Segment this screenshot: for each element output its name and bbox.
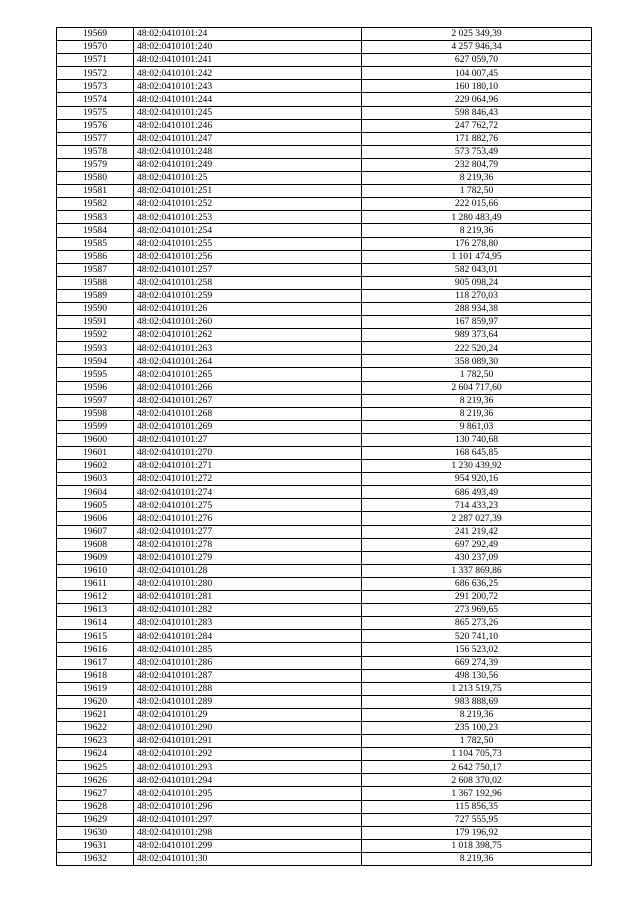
cadastral-value-cell: 865 273,26	[362, 617, 592, 630]
table-row	[57, 643, 592, 656]
cadastral-value-cell: 222 015,66	[362, 198, 592, 211]
table-row	[57, 381, 592, 394]
table-row	[57, 316, 592, 329]
cadastral-value-cell: 179 196,92	[362, 826, 592, 839]
row-number-cell: 19585	[57, 237, 134, 250]
cadastral-value-cell: 156 523,02	[362, 643, 592, 656]
row-number-cell: 19599	[57, 420, 134, 433]
cadastral-value-cell: 520 741,10	[362, 630, 592, 643]
table-row	[57, 460, 592, 473]
cadastral-number-cell: 48:02:0410101:278	[134, 538, 362, 551]
table-row	[57, 185, 592, 198]
table-row	[57, 433, 592, 446]
row-number-cell: 19577	[57, 132, 134, 145]
table-row	[57, 420, 592, 433]
cadastral-number-cell: 48:02:0410101:292	[134, 748, 362, 761]
cadastral-value-cell: 171 882,76	[362, 132, 592, 145]
cadastral-number-cell: 48:02:0410101:254	[134, 224, 362, 237]
cadastral-number-cell: 48:02:0410101:26	[134, 302, 362, 315]
cadastral-number-cell: 48:02:0410101:283	[134, 617, 362, 630]
table-row	[57, 106, 592, 119]
cadastral-number-cell: 48:02:0410101:263	[134, 342, 362, 355]
table-row	[57, 800, 592, 813]
row-number-cell: 19613	[57, 604, 134, 617]
cadastral-number-cell: 48:02:0410101:252	[134, 198, 362, 211]
table-row	[57, 263, 592, 276]
row-number-cell: 19596	[57, 381, 134, 394]
row-number-cell: 19581	[57, 185, 134, 198]
cadastral-number-cell: 48:02:0410101:294	[134, 774, 362, 787]
cadastral-number-cell: 48:02:0410101:297	[134, 813, 362, 826]
table-row	[57, 630, 592, 643]
table-row	[57, 748, 592, 761]
cadastral-value-cell: 573 753,49	[362, 145, 592, 158]
cadastral-number-cell: 48:02:0410101:249	[134, 158, 362, 171]
row-number-cell: 19587	[57, 263, 134, 276]
cadastral-number-cell: 48:02:0410101:257	[134, 263, 362, 276]
cadastral-value-cell: 8 219,36	[362, 394, 592, 407]
cadastral-number-cell: 48:02:0410101:272	[134, 473, 362, 486]
cadastral-value-cell: 115 856,35	[362, 800, 592, 813]
row-number-cell: 19590	[57, 302, 134, 315]
cadastral-value-cell: 291 200,72	[362, 591, 592, 604]
cadastral-number-cell: 48:02:0410101:290	[134, 721, 362, 734]
row-number-cell: 19570	[57, 41, 134, 54]
cadastral-value-cell: 8 219,36	[362, 407, 592, 420]
cadastral-value-cell: 9 861,03	[362, 420, 592, 433]
cadastral-value-cell: 2 608 370,02	[362, 774, 592, 787]
table-row	[57, 329, 592, 342]
row-number-cell: 19632	[57, 852, 134, 865]
row-number-cell: 19588	[57, 276, 134, 289]
table-row	[57, 499, 592, 512]
table-row	[57, 54, 592, 67]
cadastral-value-cell: 669 274,39	[362, 656, 592, 669]
row-number-cell: 19610	[57, 564, 134, 577]
row-number-cell: 19614	[57, 617, 134, 630]
table-row	[57, 787, 592, 800]
cadastral-value-cell: 983 888,69	[362, 695, 592, 708]
cadastral-value-cell: 1 101 474,95	[362, 250, 592, 263]
row-number-cell: 19622	[57, 721, 134, 734]
cadastral-number-cell: 48:02:0410101:240	[134, 41, 362, 54]
table-row	[57, 761, 592, 774]
row-number-cell: 19631	[57, 839, 134, 852]
cadastral-value-cell: 1 018 398,75	[362, 839, 592, 852]
row-number-cell: 19573	[57, 80, 134, 93]
cadastral-value-cell: 1 104 705,73	[362, 748, 592, 761]
cadastral-number-cell: 48:02:0410101:268	[134, 407, 362, 420]
cadastral-number-cell: 48:02:0410101:280	[134, 577, 362, 590]
cadastral-value-cell: 104 007,45	[362, 67, 592, 80]
table-row	[57, 682, 592, 695]
row-number-cell: 19584	[57, 224, 134, 237]
cadastral-number-cell: 48:02:0410101:258	[134, 276, 362, 289]
cadastral-value-cell: 241 219,42	[362, 525, 592, 538]
cadastral-value-cell: 235 100,23	[362, 721, 592, 734]
table-row	[57, 198, 592, 211]
row-number-cell: 19569	[57, 28, 134, 41]
cadastral-value-cell: 989 373,64	[362, 329, 592, 342]
cadastral-value-cell: 130 740,68	[362, 433, 592, 446]
cadastral-value-cell: 2 025 349,39	[362, 28, 592, 41]
cadastral-value-cell: 1 367 192,96	[362, 787, 592, 800]
cadastral-value-cell: 1 230 439,92	[362, 460, 592, 473]
cadastral-number-cell: 48:02:0410101:24	[134, 28, 362, 41]
cadastral-number-cell: 48:02:0410101:244	[134, 93, 362, 106]
table-row	[57, 486, 592, 499]
table-row	[57, 224, 592, 237]
cadastral-value-cell: 1 782,50	[362, 185, 592, 198]
cadastral-number-cell: 48:02:0410101:248	[134, 145, 362, 158]
cadastral-number-cell: 48:02:0410101:276	[134, 512, 362, 525]
cadastral-value-cell: 2 604 717,60	[362, 381, 592, 394]
cadastral-number-cell: 48:02:0410101:264	[134, 355, 362, 368]
row-number-cell: 19611	[57, 577, 134, 590]
cadastral-value-cell: 118 270,03	[362, 289, 592, 302]
table-row	[57, 512, 592, 525]
cadastral-number-cell: 48:02:0410101:279	[134, 551, 362, 564]
table-row	[57, 617, 592, 630]
cadastral-number-cell: 48:02:0410101:255	[134, 237, 362, 250]
cadastral-value-cell: 176 278,80	[362, 237, 592, 250]
row-number-cell: 19620	[57, 695, 134, 708]
row-number-cell: 19628	[57, 800, 134, 813]
cadastral-value-cell: 582 043,01	[362, 263, 592, 276]
cadastral-number-cell: 48:02:0410101:247	[134, 132, 362, 145]
row-number-cell: 19605	[57, 499, 134, 512]
cadastral-number-cell: 48:02:0410101:284	[134, 630, 362, 643]
row-number-cell: 19609	[57, 551, 134, 564]
table-row	[57, 774, 592, 787]
cadastral-value-cell: 727 555,95	[362, 813, 592, 826]
cadastral-value-cell: 954 920,16	[362, 473, 592, 486]
row-number-cell: 19580	[57, 172, 134, 185]
table-row	[57, 302, 592, 315]
table-row	[57, 342, 592, 355]
row-number-cell: 19574	[57, 93, 134, 106]
cadastral-number-cell: 48:02:0410101:265	[134, 368, 362, 381]
cadastral-value-cell: 222 520,24	[362, 342, 592, 355]
row-number-cell: 19619	[57, 682, 134, 695]
cadastral-number-cell: 48:02:0410101:285	[134, 643, 362, 656]
table-row	[57, 695, 592, 708]
cadastral-number-cell: 48:02:0410101:296	[134, 800, 362, 813]
row-number-cell: 19608	[57, 538, 134, 551]
row-number-cell: 19612	[57, 591, 134, 604]
row-number-cell: 19591	[57, 316, 134, 329]
row-number-cell: 19595	[57, 368, 134, 381]
table-row	[57, 145, 592, 158]
table-row	[57, 813, 592, 826]
cadastral-number-cell: 48:02:0410101:262	[134, 329, 362, 342]
cadastral-value-cell: 430 237,09	[362, 551, 592, 564]
row-number-cell: 19617	[57, 656, 134, 669]
cadastral-number-cell: 48:02:0410101:242	[134, 67, 362, 80]
table-row	[57, 708, 592, 721]
cadastral-value-cell: 498 130,56	[362, 669, 592, 682]
row-number-cell: 19602	[57, 460, 134, 473]
table-row	[57, 852, 592, 865]
row-number-cell: 19600	[57, 433, 134, 446]
cadastral-value-cell: 1 213 519,75	[362, 682, 592, 695]
cadastral-value-cell: 247 762,72	[362, 119, 592, 132]
cadastral-value-cell: 4 257 946,34	[362, 41, 592, 54]
cadastral-number-cell: 48:02:0410101:25	[134, 172, 362, 185]
row-number-cell: 19593	[57, 342, 134, 355]
table-row	[57, 250, 592, 263]
cadastral-number-cell: 48:02:0410101:243	[134, 80, 362, 93]
table-row	[57, 289, 592, 302]
table-row	[57, 564, 592, 577]
cadastral-number-cell: 48:02:0410101:259	[134, 289, 362, 302]
table-row	[57, 93, 592, 106]
table-row	[57, 41, 592, 54]
cadastral-value-cell: 8 219,36	[362, 708, 592, 721]
table-row	[57, 28, 592, 41]
table-row	[57, 158, 592, 171]
cadastral-value-cell: 168 645,85	[362, 447, 592, 460]
cadastral-value-cell: 627 059,70	[362, 54, 592, 67]
table-body	[57, 28, 592, 866]
table-row	[57, 119, 592, 132]
cadastral-value-cell: 167 859,97	[362, 316, 592, 329]
cadastral-number-cell: 48:02:0410101:241	[134, 54, 362, 67]
cadastral-number-cell: 48:02:0410101:270	[134, 447, 362, 460]
cadastral-number-cell: 48:02:0410101:293	[134, 761, 362, 774]
table-row	[57, 538, 592, 551]
table-row	[57, 67, 592, 80]
row-number-cell: 19572	[57, 67, 134, 80]
row-number-cell: 19623	[57, 735, 134, 748]
row-number-cell: 19618	[57, 669, 134, 682]
row-number-cell: 19575	[57, 106, 134, 119]
row-number-cell: 19627	[57, 787, 134, 800]
cadastral-number-cell: 48:02:0410101:287	[134, 669, 362, 682]
cadastral-number-cell: 48:02:0410101:30	[134, 852, 362, 865]
cadastral-number-cell: 48:02:0410101:253	[134, 211, 362, 224]
table-row	[57, 211, 592, 224]
row-number-cell: 19583	[57, 211, 134, 224]
table-row	[57, 735, 592, 748]
cadastral-value-cell: 714 433,23	[362, 499, 592, 512]
cadastral-number-cell: 48:02:0410101:245	[134, 106, 362, 119]
cadastral-value-cell: 288 934,38	[362, 302, 592, 315]
row-number-cell: 19571	[57, 54, 134, 67]
row-number-cell: 19603	[57, 473, 134, 486]
cadastral-value-cell: 905 098,24	[362, 276, 592, 289]
table-row	[57, 604, 592, 617]
cadastral-value-cell: 686 493,49	[362, 486, 592, 499]
cadastral-value-cell: 1 782,50	[362, 368, 592, 381]
row-number-cell: 19576	[57, 119, 134, 132]
row-number-cell: 19579	[57, 158, 134, 171]
cadastral-number-cell: 48:02:0410101:275	[134, 499, 362, 512]
cadastral-value-cell: 1 280 483,49	[362, 211, 592, 224]
cadastral-value-cell: 8 219,36	[362, 224, 592, 237]
row-number-cell: 19604	[57, 486, 134, 499]
table-row	[57, 407, 592, 420]
row-number-cell: 19578	[57, 145, 134, 158]
cadastral-value-cell: 160 180,10	[362, 80, 592, 93]
cadastral-value-table	[56, 27, 592, 866]
row-number-cell: 19626	[57, 774, 134, 787]
cadastral-number-cell: 48:02:0410101:271	[134, 460, 362, 473]
cadastral-value-cell: 2 642 750,17	[362, 761, 592, 774]
cadastral-value-cell: 598 846,43	[362, 106, 592, 119]
table-row	[57, 525, 592, 538]
row-number-cell: 19615	[57, 630, 134, 643]
table-row	[57, 237, 592, 250]
row-number-cell: 19597	[57, 394, 134, 407]
cadastral-number-cell: 48:02:0410101:282	[134, 604, 362, 617]
row-number-cell: 19625	[57, 761, 134, 774]
cadastral-number-cell: 48:02:0410101:269	[134, 420, 362, 433]
cadastral-number-cell: 48:02:0410101:251	[134, 185, 362, 198]
table-row	[57, 473, 592, 486]
row-number-cell: 19621	[57, 708, 134, 721]
cadastral-number-cell: 48:02:0410101:295	[134, 787, 362, 800]
cadastral-number-cell: 48:02:0410101:246	[134, 119, 362, 132]
cadastral-number-cell: 48:02:0410101:291	[134, 735, 362, 748]
cadastral-value-cell: 2 287 027,39	[362, 512, 592, 525]
cadastral-value-cell: 686 636,25	[362, 577, 592, 590]
table-row	[57, 721, 592, 734]
table-row	[57, 394, 592, 407]
cadastral-number-cell: 48:02:0410101:266	[134, 381, 362, 394]
row-number-cell: 19586	[57, 250, 134, 263]
table-row	[57, 368, 592, 381]
cadastral-value-cell: 8 219,36	[362, 852, 592, 865]
cadastral-value-cell: 232 804,79	[362, 158, 592, 171]
cadastral-value-cell: 358 089,30	[362, 355, 592, 368]
row-number-cell: 19606	[57, 512, 134, 525]
cadastral-number-cell: 48:02:0410101:29	[134, 708, 362, 721]
table-row	[57, 447, 592, 460]
table-row	[57, 826, 592, 839]
table-row	[57, 276, 592, 289]
row-number-cell: 19616	[57, 643, 134, 656]
cadastral-number-cell: 48:02:0410101:28	[134, 564, 362, 577]
cadastral-value-cell: 229 064,96	[362, 93, 592, 106]
row-number-cell: 19592	[57, 329, 134, 342]
cadastral-value-cell: 273 969,65	[362, 604, 592, 617]
row-number-cell: 19598	[57, 407, 134, 420]
cadastral-number-cell: 48:02:0410101:260	[134, 316, 362, 329]
cadastral-value-cell: 1 782,50	[362, 735, 592, 748]
row-number-cell: 19582	[57, 198, 134, 211]
cadastral-value-cell: 1 337 869,86	[362, 564, 592, 577]
cadastral-number-cell: 48:02:0410101:298	[134, 826, 362, 839]
cadastral-number-cell: 48:02:0410101:267	[134, 394, 362, 407]
row-number-cell: 19589	[57, 289, 134, 302]
table-row	[57, 355, 592, 368]
row-number-cell: 19607	[57, 525, 134, 538]
table-row	[57, 551, 592, 564]
table-row	[57, 80, 592, 93]
cadastral-value-cell: 8 219,36	[362, 172, 592, 185]
row-number-cell: 19594	[57, 355, 134, 368]
row-number-cell: 19601	[57, 447, 134, 460]
cadastral-number-cell: 48:02:0410101:289	[134, 695, 362, 708]
table-row	[57, 591, 592, 604]
cadastral-number-cell: 48:02:0410101:256	[134, 250, 362, 263]
table-row	[57, 669, 592, 682]
row-number-cell: 19629	[57, 813, 134, 826]
cadastral-number-cell: 48:02:0410101:27	[134, 433, 362, 446]
cadastral-value-cell: 697 292,49	[362, 538, 592, 551]
cadastral-number-cell: 48:02:0410101:286	[134, 656, 362, 669]
cadastral-number-cell: 48:02:0410101:288	[134, 682, 362, 695]
table-row	[57, 656, 592, 669]
cadastral-number-cell: 48:02:0410101:299	[134, 839, 362, 852]
table-row	[57, 577, 592, 590]
table-row	[57, 172, 592, 185]
row-number-cell: 19624	[57, 748, 134, 761]
cadastral-number-cell: 48:02:0410101:281	[134, 591, 362, 604]
cadastral-number-cell: 48:02:0410101:277	[134, 525, 362, 538]
table-row	[57, 132, 592, 145]
table-row	[57, 839, 592, 852]
cadastral-number-cell: 48:02:0410101:274	[134, 486, 362, 499]
row-number-cell: 19630	[57, 826, 134, 839]
